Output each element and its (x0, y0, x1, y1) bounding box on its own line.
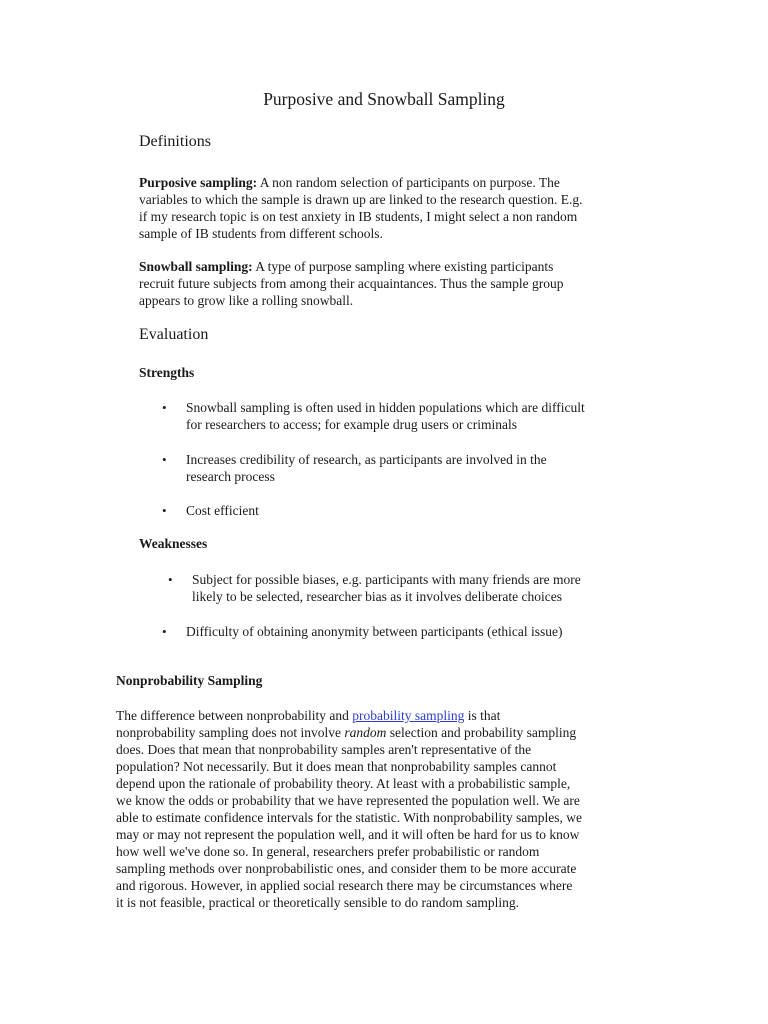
purposive-definition (139, 174, 583, 242)
purposive-term: Purposive sampling: (139, 175, 258, 190)
weaknesses-heading: Weaknesses (139, 536, 208, 551)
strengths-heading: Strengths (139, 365, 195, 380)
bullet-icon: • (162, 503, 167, 518)
nonprob-line-6: we know the odds or probability that we have represented the population well. We are (116, 793, 580, 808)
definitions-heading: Definitions (139, 133, 211, 150)
nonprob-line-5: depend upon the rationale of probability theory. At least with a probabilistic sample, (116, 776, 571, 791)
nonprob-line-4: population? Not necessarily. But it does mean that nonprobability samples cannot (116, 759, 557, 774)
purposive-line-3: if my research topic is on test anxiety in IB students, I might select a non random (139, 209, 578, 224)
page-title: Purposive and Snowball Sampling (263, 89, 505, 109)
nonprob-heading: Nonprobability Sampling (116, 673, 263, 688)
bullet-icon: • (162, 624, 167, 639)
nonprob-line-9: how well we've done so. In general, researchers prefer probabilistic or random (116, 844, 540, 859)
bullet-icon: • (162, 452, 167, 467)
snowball-line-2: recruit future subjects from among their acquaintances. Thus the sample group (139, 276, 564, 291)
probability-sampling-link[interactable]: probability sampling (352, 708, 465, 723)
nonprob-line-7: able to estimate confidence intervals for the statistic. With nonprobability samples, we (116, 810, 582, 825)
nonprob-line-8: may or may not represent the population well, and it will often be hard for us to know (116, 827, 580, 842)
nonprob-line-1: The difference between nonprobability and probability sampling is that (116, 708, 501, 723)
snowball-definition (139, 258, 564, 309)
nonprob-line-2: nonprobability sampling does not involve random selection and probability sampling (116, 725, 577, 740)
bullet-icon: • (162, 400, 167, 415)
nonprob-line-12: it is not feasible, practical or theoretically sensible to do random sampling. (116, 895, 520, 910)
nonprob-line-3: does. Does that mean that nonprobability samples aren't representative of the (116, 742, 532, 757)
snowball-term: Snowball sampling: (139, 259, 253, 274)
evaluation-heading: Evaluation (139, 326, 209, 343)
snowball-line-1: Snowball sampling: A type of purpose sampling where existing participants (139, 259, 554, 274)
nonprob-line-11: and rigorous. However, in applied social research there may be circumstances where (116, 878, 573, 893)
purposive-line-1: Purposive sampling: A non random selection of participants on purpose. The (139, 175, 560, 190)
nonprob-paragraph (116, 707, 582, 911)
nonprob-line-10: sampling methods over nonprobabilistic ones, and consider them to be more accurate (116, 861, 577, 876)
purposive-line-4: sample of IB students from different schools. (139, 226, 383, 241)
snowball-line-3: appears to grow like a rolling snowball. (139, 293, 354, 308)
bullet-icon: • (168, 572, 173, 587)
purposive-line-2: variables to which the sample is drawn up are linked to the research question. E.g. (139, 192, 583, 207)
